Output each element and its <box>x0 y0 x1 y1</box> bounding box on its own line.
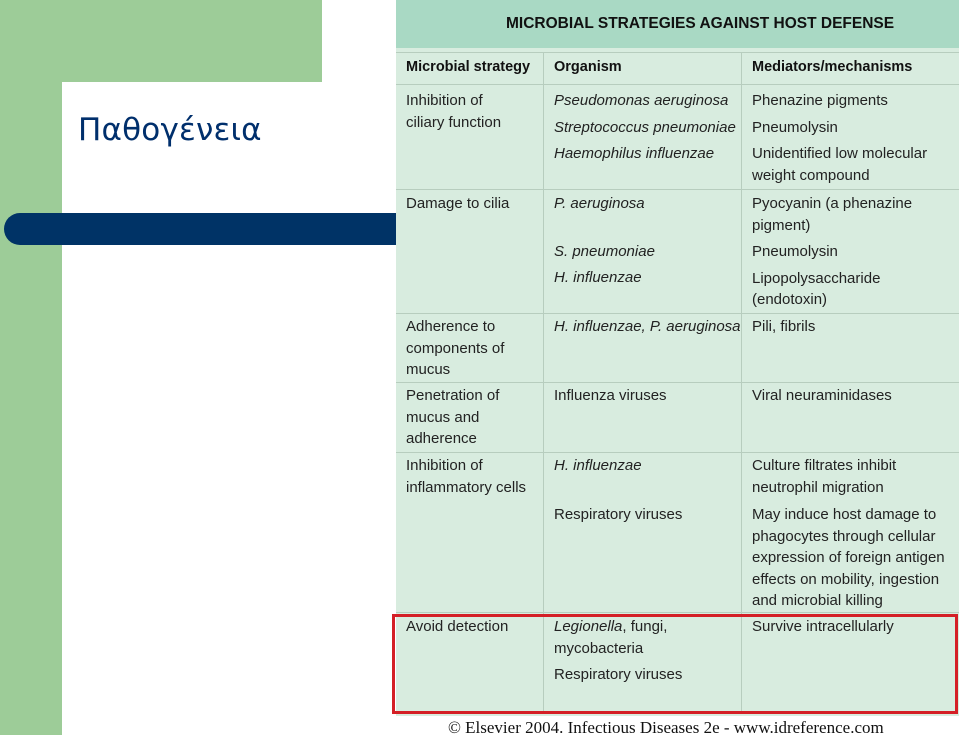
column-header-organism: Organism <box>554 59 622 75</box>
highlight-box-avoid-detection <box>392 614 958 714</box>
column-divider <box>741 52 742 712</box>
table-row-1-strategy: Inhibition of ciliary function <box>406 92 502 131</box>
table-row-6-strategy: Avoid detection <box>406 618 509 635</box>
table-row-1-mechanisms: Phenazine pigments Pneumolysin Unidentified low molecular weight compound <box>752 92 928 184</box>
table-row-3-strategy: Adherence to components of mucus <box>406 318 505 378</box>
table-row-3-organisms: H. influenzae, P. aeruginosa <box>554 318 741 335</box>
table-row-2-organisms: P. aeruginosa S. pneumoniae H. influenzae <box>554 195 655 286</box>
table-title: MICROBIAL STRATEGIES AGAINST HOST DEFENSE <box>506 15 895 32</box>
strategies-table <box>396 0 959 716</box>
table-row-6-organisms: Legionella, fungi, mycobacteria Respiratory viruses <box>554 618 683 683</box>
column-header-strategy: Microbial strategy <box>406 59 531 75</box>
table-row-5-mechanisms: Culture filtrates inhibit neutrophil migration May induce host damage to phagocytes through cellular expression of foreign antigen effects on mobility, ingestion and microbial killing <box>752 457 945 609</box>
left-green-bar <box>0 0 62 735</box>
table-row-4-organisms: Influenza viruses <box>554 387 667 404</box>
column-header-mechanisms: Mediators/mechanisms <box>752 59 913 75</box>
table-header-band <box>396 0 959 48</box>
table-row-6-mechanisms: Survive intracellularly <box>752 618 894 635</box>
content-panel <box>62 82 402 735</box>
row-divider <box>396 452 959 453</box>
row-divider <box>396 189 959 190</box>
row-divider <box>396 612 959 613</box>
table-row-3-mechanisms: Pili, fibrils <box>752 318 816 335</box>
table-row-2-strategy: Damage to cilia <box>406 195 510 212</box>
table-row-4-mechanisms: Viral neuraminidases <box>752 387 892 404</box>
row-divider <box>396 84 959 85</box>
row-divider <box>396 382 959 383</box>
table-row-2-mechanisms: Pyocyanin (a phenazine pigment) Pneumolysin Lipopolysaccharide (endotoxin) <box>752 195 913 308</box>
table-row-4-strategy: Penetration of mucus and adherence <box>406 387 500 447</box>
table-row-5-organisms: H. influenzae Respiratory viruses <box>554 457 683 523</box>
table-row-1-organisms: Pseudomonas aeruginosa Streptococcus pneumoniae Haemophilus influenzae <box>554 92 736 162</box>
copyright-credit: © Elsevier 2004. Infectious Diseases 2e - www.idreference.com <box>448 718 884 737</box>
row-divider <box>396 313 959 314</box>
table-row-5-strategy: Inhibition of inflammatory cells <box>406 457 527 496</box>
column-divider <box>543 52 544 712</box>
slide-title: Παθογένεια <box>78 112 262 148</box>
title-underline-band <box>4 213 404 245</box>
row-divider <box>396 52 959 53</box>
top-green-block <box>0 0 322 82</box>
